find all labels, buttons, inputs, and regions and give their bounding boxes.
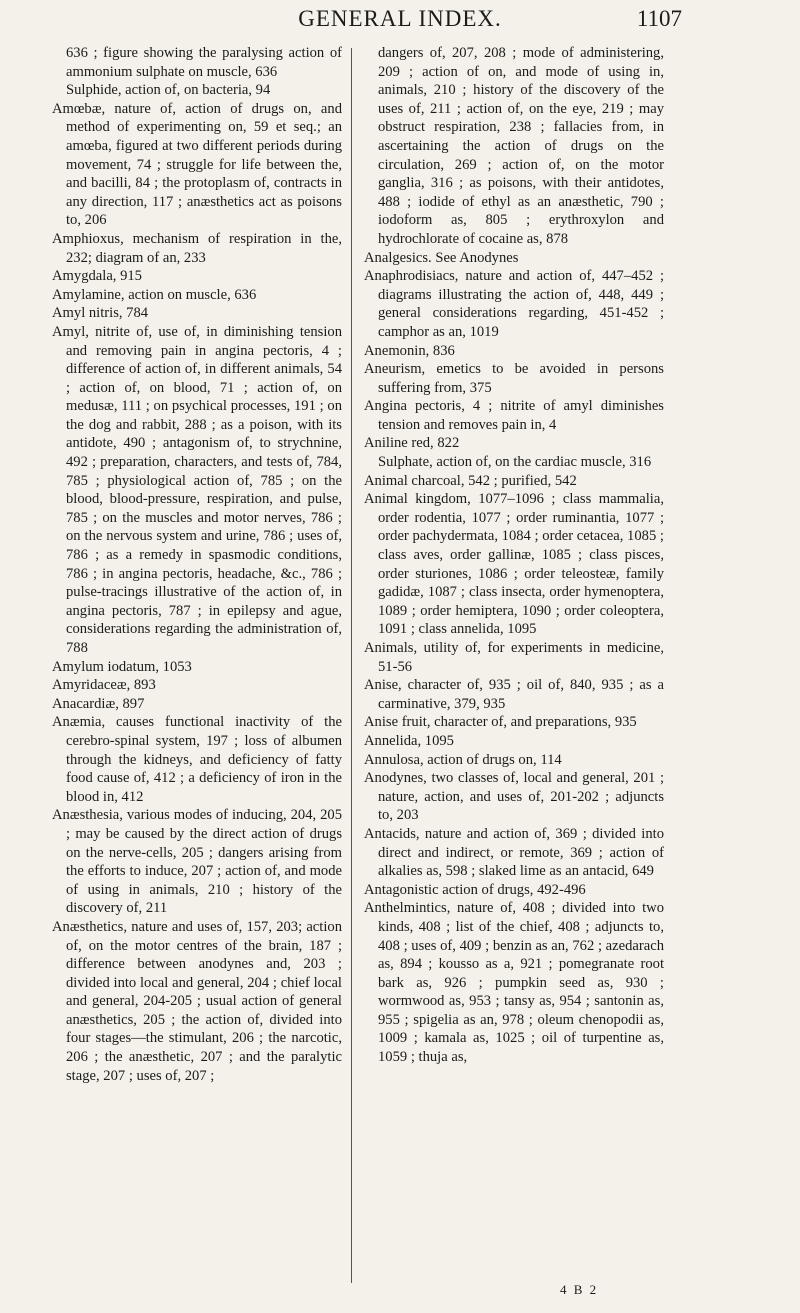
index-entry: dangers of, 207, 208 ; mode of administering, 209 ; action of on, and mode of using in, animals, 210 ; history of the discovery of the uses of, 211 ; action of, on the eye, 219 ; may obstruct respiration, 238 ; fallacies from, in ascertaining the action of drugs on the circulation, 269 ; action of, on the motor ganglia, 316 ; as poisons, with their antidotes, 488 ; iodide of ethyl as an anæsthetic, 790 ; iodoform as, 805 ; erythroxylon and hydrochlorate of cocaine as, 878 — [378, 45, 664, 247]
index-entry: Anise fruit, character of, and preparations, 935 — [364, 714, 637, 731]
index-entry: Amylamine, action on muscle, 636 — [52, 286, 257, 303]
index-entry: Anæsthetics, nature and uses of, 157, 203; action of, on the motor centres of the brain, 187 ; difference between anodynes and, 203 ; divided into local and general, 204 ; chief local and general, 204-205 ; usual action of general anæsthetics, 205 ; the action of, divided into four stages—the stimulant, 206 ; the narcotic, 206 ; the anæsthetic, 207 ; and the paralytic stage, 207 ; uses of, 207 ; — [52, 918, 342, 1084]
index-entry: 636 ; figure showing the paralysing action of ammonium sulphate on muscle, 636 — [66, 45, 342, 80]
index-entry: Amœbæ, nature of, action of drugs on, and method of experimenting on, 59 et seq.; an amœba, figured at two different periods during movement, 74 ; struggle for life between the, and bacilli, 84 ; the protoplasm of, contracts in any direction, 117 ; anæsthetics act as poisons to, 206 — [52, 100, 342, 229]
index-entry: Amygdala, 915 — [52, 268, 142, 285]
index-entry: Antacids, nature and action of, 369 ; divided into direct and indirect, or remote, 369 ; action of alkalies as, 598 ; slaked lime as an antacid, 649 — [364, 825, 664, 880]
column-divider — [351, 48, 352, 1283]
page-header — [0, 6, 800, 36]
index-entry: Animals, utility of, for experiments in medicine, 51-56 — [364, 640, 664, 675]
index-entry: Amyridaceæ, 893 — [52, 677, 156, 694]
index-entry: Sulphide, action of, on bacteria, 94 — [66, 82, 271, 99]
index-entry: Anæsthesia, various modes of inducing, 204, 205 ; may be caused by the direct action of drugs on the nerve-cells, 205 ; dangers arising from the efforts to induce, 207 ; action of, and mode of using in animals, 210 ; history of the discovery of, 211 — [52, 807, 342, 917]
page-number: 1107 — [636, 6, 682, 31]
right-column — [364, 44, 664, 1067]
left-column — [52, 44, 342, 1085]
index-entry: Angina pectoris, 4 ; nitrite of amyl diminishes tension and removes pain in, 4 — [364, 398, 664, 433]
index-entry: Amphioxus, mechanism of respiration in the, 232; diagram of an, 233 — [52, 230, 342, 266]
index-entry: Analgesics. See Anodynes — [364, 249, 519, 266]
index-entry: Amyl nitris, 784 — [52, 305, 149, 322]
index-entry: Anaphrodisiacs, nature and action of, 447–452 ; diagrams illustrating the action of, 448, 449 ; general considerations regarding, 451-452 ; camphor as an, 1019 — [364, 268, 664, 340]
index-entry: Animal kingdom, 1077–1096 ; class mammalia, order rodentia, 1077 ; order ruminantia, 1077 ; order pachydermata, 1084 ; order cetacea, 1085 ; class aves, order gallinæ, 1085 ; class pisces, order sturiones, 1086 ; order teleosteæ, family gadidæ, 1087 ; class insecta, order hymenoptera, 1089 ; order hemiptera, 1090 ; order coleoptera, 1091 ; class annelida, 1095 — [364, 491, 664, 638]
index-entry: Annulosa, action of drugs on, 114 — [364, 751, 562, 768]
index-entry: Aneurism, emetics to be avoided in persons suffering from, 375 — [364, 361, 664, 396]
index-entry: Animal charcoal, 542 ; purified, 542 — [364, 472, 577, 489]
index-entry: Anacardiæ, 897 — [52, 695, 145, 712]
index-entry: Amyl, nitrite of, use of, in diminishing tension and removing pain in angina pectoris, 4 ; difference of action of, in different animals, 54 ; action of, on blood, 71 ; action of, on medusæ, 111 ; on psychical processes, 191 ; on the dog and rabbit, 288 ; as a poison, with its antidote, 490 ; antagonism of, to strychnine, 492 ; preparation, characters, and tests of, 784, 785 ; physiological action of, 785 ; on the blood, blood-pressure, respiration, and pulse, 785 ; on the muscles and motor nerves, 786 ; on the nervous system and urine, 786 ; uses of, 786 ; as a remedy in spasmodic conditions, 786 ; in angina pectoris, headache, &c., 786 ; pulse-tracings illustrative of the action of, in angina pectoris, 787 ; in epilepsy and ague, considerations regarding the administration of, 788 — [52, 323, 342, 656]
printer-signature: 4 B 2 — [560, 1282, 599, 1297]
index-entry: Sulphate, action of, on the cardiac muscle, 316 — [378, 454, 652, 471]
index-entry: Amylum iodatum, 1053 — [52, 658, 192, 675]
index-entry: Anodynes, two classes of, local and general, 201 ; nature, action, and uses of, 201-202 ; adjuncts to, 203 — [364, 770, 664, 824]
page-title: GENERAL INDEX. — [298, 6, 502, 31]
index-entry: Anemonin, 836 — [364, 342, 455, 359]
index-entry: Annelida, 1095 — [364, 732, 454, 749]
index-entry: Anthelmintics, nature of, 408 ; divided into two kinds, 408 ; list of the chief, 408 ; adjuncts to, 408 ; uses of, 409 ; benzin as an, 762 ; azedarach as, 894 ; kousso as a, 921 ; pomegranate root bark as, 926 ; pumpkin seed as, 930 ; wormwood as, 953 ; tansy as, 954 ; santonin as, 955 ; spigelia as an, 978 ; oleum chenopodii as, 1009 ; kamala as, 1025 ; oil of turpentine as, 1059 ; thuja as, — [364, 900, 664, 1066]
index-entry: Aniline red, 822 — [364, 435, 460, 452]
index-entry: Anæmia, causes functional inactivity of the cerebro-spinal system, 197 ; loss of albumen through the kidneys, and deficiency of fatty food cause of, 412 ; a deficiency of iron in the blood in, 412 — [52, 714, 342, 805]
index-entry: Antagonistic action of drugs, 492-496 — [364, 881, 586, 898]
index-entry: Anise, character of, 935 ; oil of, 840, 935 ; as a carminative, 379, 935 — [364, 677, 664, 712]
